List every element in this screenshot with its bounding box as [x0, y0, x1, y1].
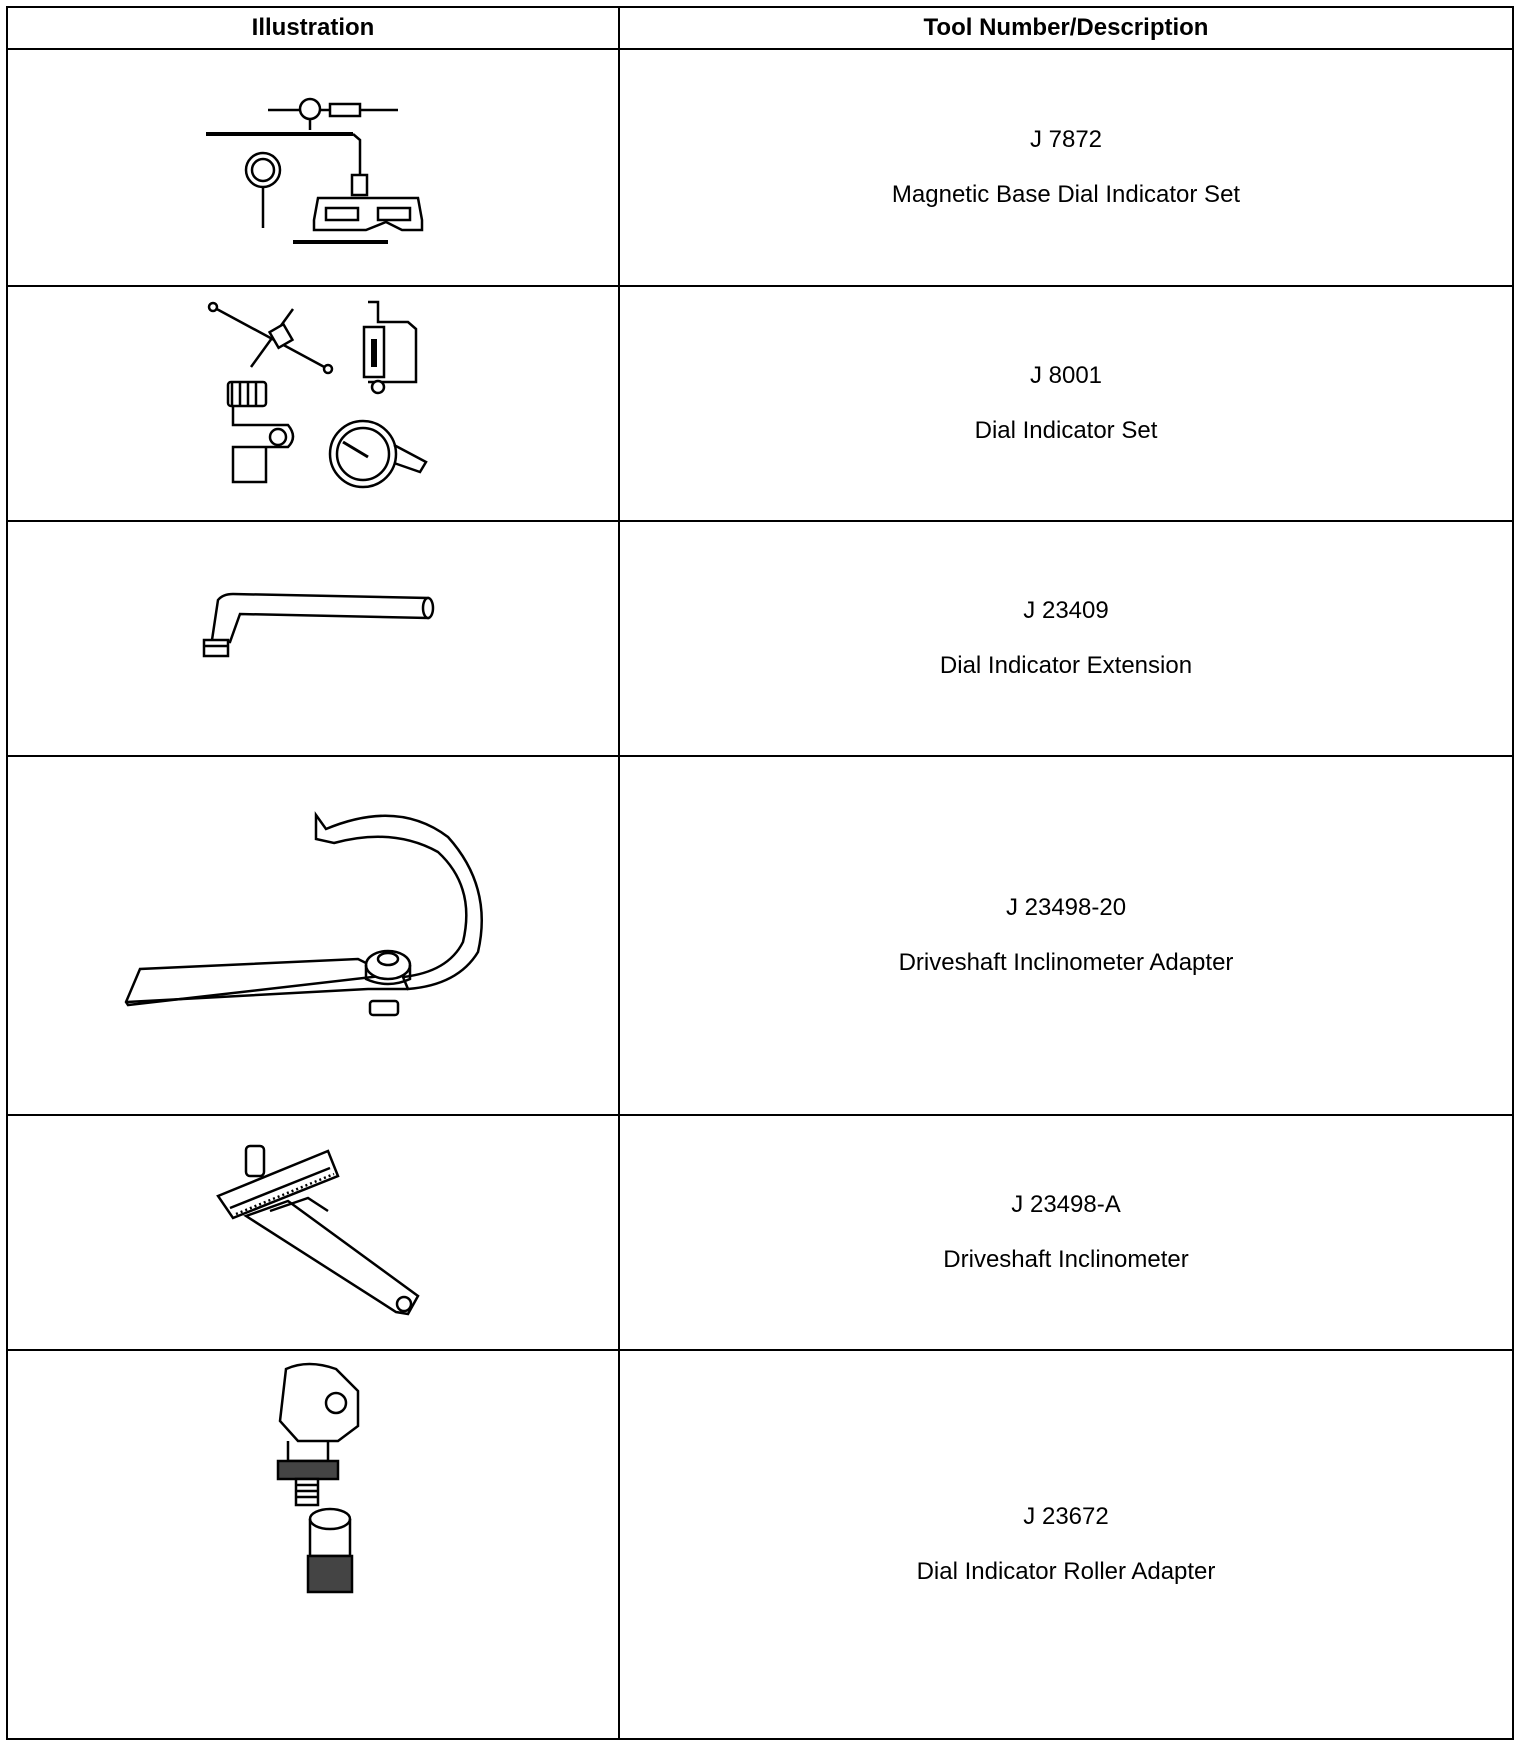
magnetic-base-dial-indicator-set-icon [8, 50, 618, 285]
tool-number: J 23498-20 [1005, 894, 1127, 921]
header-tool-number-description: Tool Number/Description [923, 14, 1209, 41]
tool-number: J 7872 [1029, 126, 1103, 153]
table-row [8, 287, 1512, 522]
tool-description: Driveshaft Inclinometer [943, 1246, 1189, 1273]
tool-number: J 23409 [1023, 597, 1109, 624]
tool-number: J 8001 [1029, 362, 1103, 389]
tool-number: J 23498-A [1011, 1191, 1121, 1218]
driveshaft-inclinometer-adapter-icon [8, 757, 618, 1114]
table-row [8, 757, 1512, 1116]
tool-table [6, 6, 1514, 1740]
dial-indicator-set-icon [8, 287, 618, 520]
table-header [8, 8, 1512, 50]
tool-description: Dial Indicator Extension [939, 652, 1193, 679]
tool-description: Dial Indicator Roller Adapter [916, 1558, 1216, 1585]
driveshaft-inclinometer-icon [8, 1116, 618, 1349]
tool-number: J 23672 [1023, 1503, 1109, 1530]
table-row [8, 1116, 1512, 1351]
dial-indicator-extension-icon [8, 522, 618, 755]
header-illustration: Illustration [251, 14, 375, 41]
tool-description: Magnetic Base Dial Indicator Set [891, 181, 1241, 208]
table-row [8, 1351, 1512, 1738]
tool-description: Driveshaft Inclinometer Adapter [898, 949, 1234, 976]
table-row [8, 522, 1512, 757]
dial-indicator-roller-adapter-icon [8, 1351, 618, 1738]
table-row [8, 50, 1512, 287]
tool-description: Dial Indicator Set [974, 417, 1158, 444]
